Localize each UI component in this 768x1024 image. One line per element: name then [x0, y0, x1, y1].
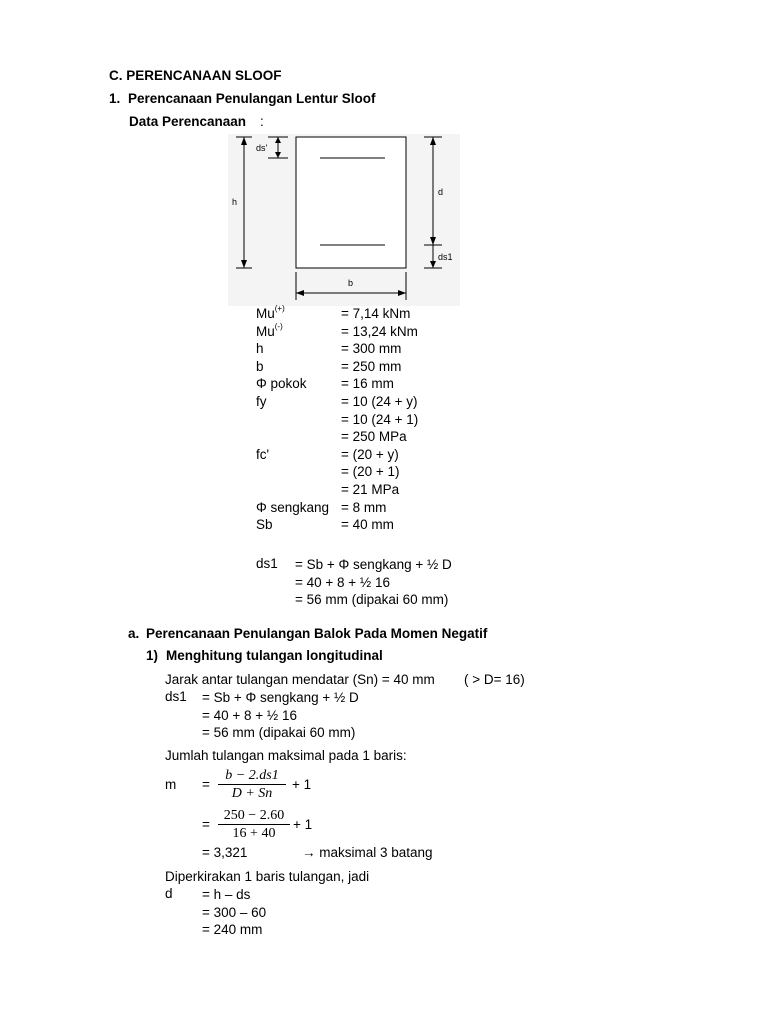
- ds-top-label: ds': [256, 143, 268, 153]
- fraction-numerator: b − 2.ds1: [225, 768, 279, 783]
- calc-line: = h – ds: [202, 887, 251, 902]
- calc-line: = 40 + 8 + ½ 16: [202, 707, 297, 723]
- param-row: [256, 376, 456, 394]
- param-value: = 300 mm: [341, 341, 402, 357]
- param-name: Φ pokok: [256, 376, 307, 392]
- h-label: h: [232, 197, 238, 207]
- param-row: [256, 341, 456, 359]
- subsection-number: 1.: [109, 91, 121, 106]
- fraction-denominator: 16 + 40: [232, 826, 276, 841]
- part-a-title: Perencanaan Penulangan Balok Pada Momen Negatif: [146, 626, 488, 641]
- parameter-list: [256, 306, 456, 535]
- param-row: [256, 482, 456, 500]
- param-value: = 10 (24 + 1): [341, 411, 419, 427]
- param-name: fy: [256, 393, 267, 409]
- calc-line: = Sb + Φ sengkang + ½ D: [202, 690, 359, 705]
- step1-title: Menghitung tulangan longitudinal: [166, 648, 383, 663]
- param-name: b: [256, 358, 264, 374]
- b-label: b: [348, 278, 354, 288]
- param-value: = (20 + 1): [341, 464, 400, 480]
- param-name: h: [256, 341, 264, 357]
- param-row: [256, 359, 456, 377]
- ds1-label: ds1: [256, 556, 278, 571]
- param-row: [256, 429, 456, 447]
- m-label: m: [165, 777, 177, 792]
- param-value: = 21 MPa: [341, 481, 400, 497]
- d-calc: [202, 886, 266, 939]
- calc-line: = 56 mm (dipakai 60 mm): [202, 725, 356, 741]
- m-plus-2: + 1: [293, 817, 313, 832]
- beam-section-outline: [296, 137, 406, 268]
- param-row: [256, 412, 456, 430]
- param-sup: (+): [274, 304, 285, 313]
- m-formula-fraction: [218, 767, 286, 802]
- d-label: d: [438, 187, 444, 197]
- param-row: [256, 306, 456, 324]
- param-row: [256, 500, 456, 518]
- step1-number: 1): [146, 648, 159, 663]
- diperkirakan-text: Diperkirakan 1 baris tulangan, jadi: [165, 869, 370, 884]
- m-result: = 3,321: [202, 845, 248, 860]
- fraction-denominator: D + Sn: [231, 786, 273, 801]
- param-value: = 13,24 kNm: [341, 323, 418, 339]
- fraction-numerator: 250 − 2.60: [223, 808, 285, 823]
- param-row: [256, 321, 456, 342]
- param-row: [256, 394, 456, 412]
- jarak-note: ( > D= 16): [464, 672, 525, 687]
- jumlah-text: Jumlah tulangan maksimal pada 1 baris:: [165, 748, 407, 763]
- param-value: = 40 mm: [341, 517, 394, 533]
- param-value: = (20 + y): [341, 446, 399, 462]
- param-value: = 10 (24 + y): [341, 393, 418, 409]
- param-name: Mu: [256, 306, 275, 321]
- calc-line: = 300 – 60: [202, 904, 267, 920]
- param-value: = 8 mm: [341, 499, 387, 515]
- d-label: d: [165, 886, 173, 901]
- calc-line: = 240 mm: [202, 922, 263, 938]
- data-heading-colon: :: [260, 114, 264, 129]
- param-value: = 250 mm: [341, 358, 402, 374]
- m-conclusion: → maksimal 3 batang: [302, 845, 433, 860]
- param-name: Mu: [256, 323, 275, 339]
- ds1-calc-2: [202, 689, 359, 742]
- param-row: [256, 517, 456, 535]
- param-name: Sb: [256, 517, 273, 533]
- calc-line: = Sb + Φ sengkang + ½ D: [295, 557, 452, 572]
- param-name: Φ sengkang: [256, 499, 330, 515]
- subsection-title: Perencanaan Penulangan Lentur Sloof: [128, 91, 376, 106]
- section-title: C. PERENCANAAN SLOOF: [109, 68, 282, 83]
- ds1-calc: [295, 556, 452, 609]
- m-plus-1: + 1: [292, 777, 312, 792]
- param-sup: (-): [274, 321, 283, 331]
- ds1-label-2: ds1: [165, 689, 187, 704]
- m-substituted-fraction: [218, 807, 290, 842]
- param-value: = 7,14 kNm: [341, 306, 411, 321]
- jarak-text: Jarak antar tulangan mendatar (Sn) = 40 mm: [165, 672, 435, 687]
- param-value: = 16 mm: [341, 376, 394, 392]
- calc-line: = 56 mm (dipakai 60 mm): [295, 592, 449, 608]
- ds1-label: ds1: [438, 252, 453, 262]
- calc-line: = 40 + 8 + ½ 16: [295, 574, 390, 590]
- param-name: fc': [256, 446, 270, 462]
- m-equals: =: [202, 777, 210, 792]
- data-heading: Data Perencanaan: [129, 114, 247, 129]
- param-row: [256, 464, 456, 482]
- part-a-number: a.: [128, 626, 140, 641]
- beam-cross-section-diagram: [228, 134, 460, 306]
- param-row: [256, 447, 456, 465]
- param-value: = 250 MPa: [341, 429, 407, 445]
- m-equals-2: =: [202, 817, 210, 832]
